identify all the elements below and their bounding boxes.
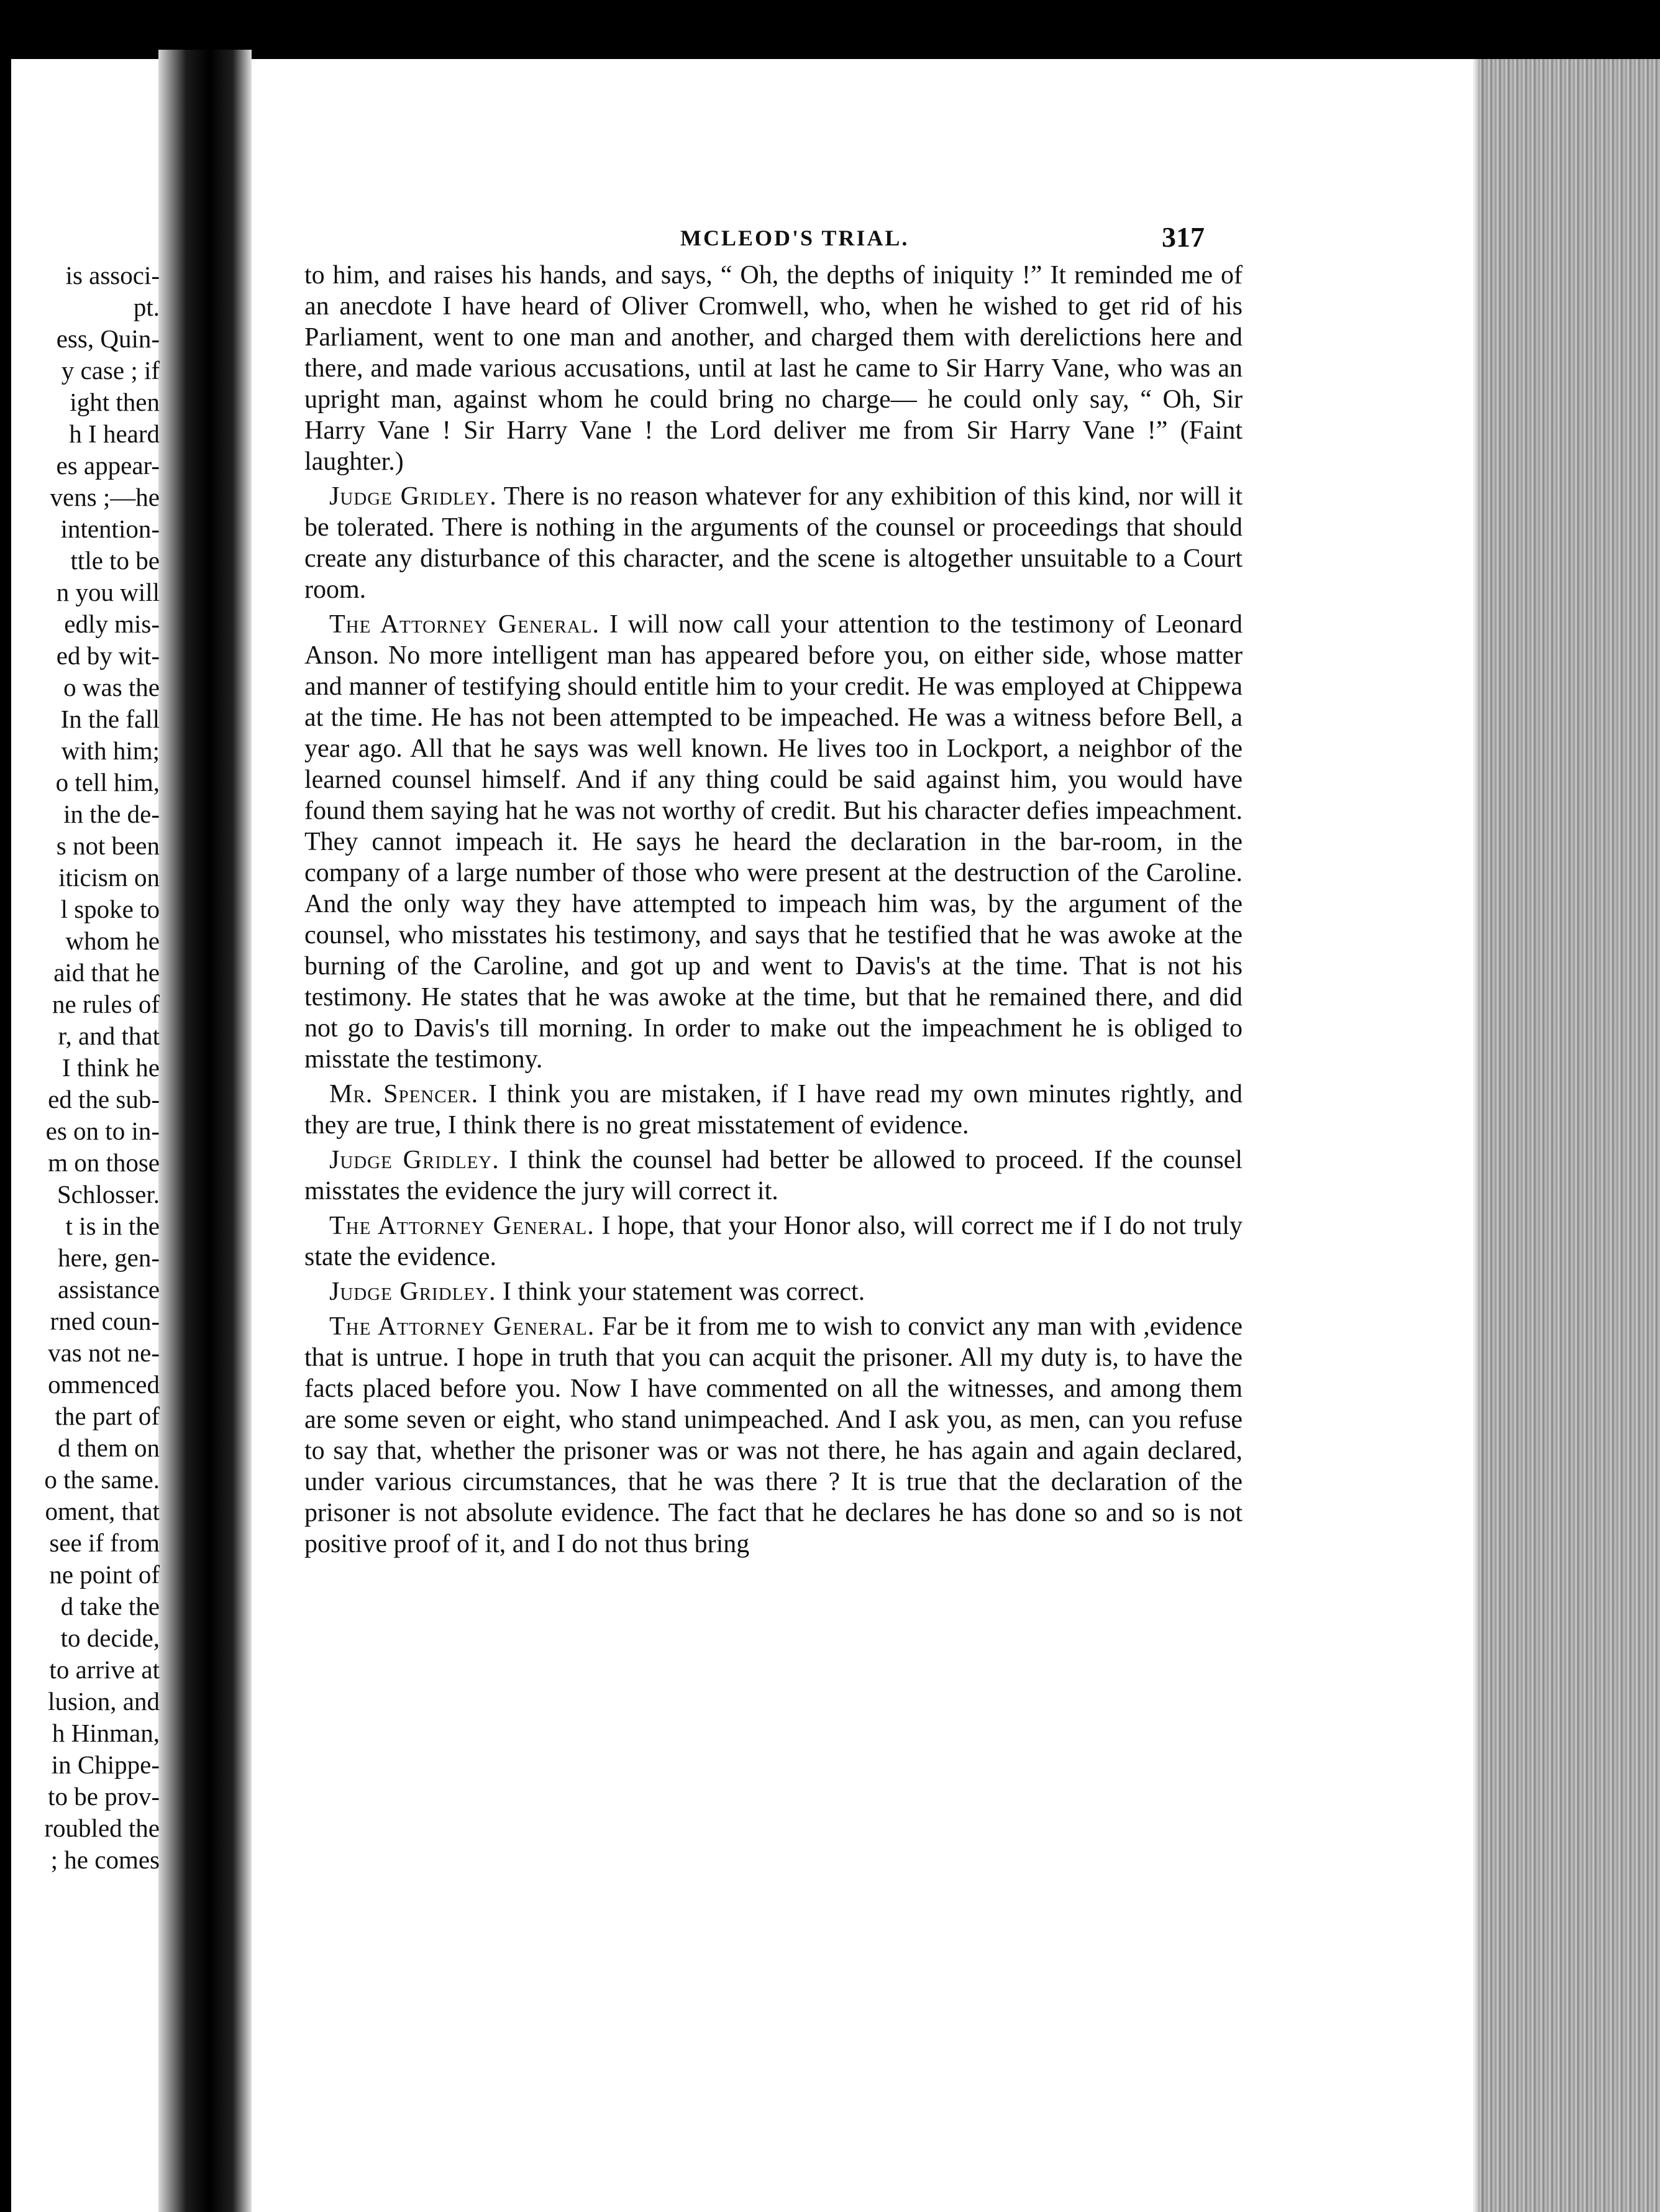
paragraph xyxy=(304,1079,1243,1141)
left-page-line: ed by wit- xyxy=(56,641,160,670)
paragraph xyxy=(304,609,1243,1075)
left-page-line: o was the xyxy=(63,673,160,702)
left-page-line: s not been xyxy=(56,831,160,860)
left-page-line: intention- xyxy=(60,514,160,543)
left-page-line: aid that he xyxy=(53,958,160,987)
speaker-name: Mr. Spencer. xyxy=(329,1080,479,1108)
left-page-line: lusion, and xyxy=(48,1687,160,1716)
left-page-line: ommenced xyxy=(48,1370,160,1399)
paragraph-text: I think you are mistaken, if I have read my own minutes rightly, and they are true, I think there is no great misstatement of evidence. xyxy=(304,1080,1243,1140)
left-page-line: to decide, xyxy=(60,1624,160,1652)
left-page-line: ess, Quin- xyxy=(56,324,160,353)
left-page-line: in the de- xyxy=(63,800,160,828)
speaker-name: Judge Gridley. xyxy=(329,482,497,511)
left-page-line: es appear- xyxy=(56,451,160,480)
speaker-name: The Attorney General. xyxy=(329,610,600,639)
paragraph xyxy=(304,481,1243,605)
paragraph xyxy=(304,1145,1243,1207)
left-page-line: In the fall xyxy=(60,705,160,733)
speaker-name: The Attorney General. xyxy=(329,1312,595,1341)
paragraph-text: There is no reason whatever for any exhibition of this kind, nor will it be tolerated. There is nothing in the arguments of the counsel or proceedings that should create any disturbance of this character, and the scene is altogether unsuitable to a Court room. xyxy=(304,482,1243,604)
left-page-line: I think he xyxy=(62,1053,160,1082)
speaker-name: Judge Gridley. xyxy=(329,1146,499,1174)
left-page-line: edly mis- xyxy=(64,610,160,638)
left-page-line: y case ; if xyxy=(61,356,160,385)
left-page-line: oment, that xyxy=(45,1497,160,1525)
paragraph xyxy=(304,1210,1243,1273)
left-page-line: d take the xyxy=(60,1592,160,1620)
left-page-line: whom he xyxy=(65,926,160,955)
left-page-line: d them on xyxy=(58,1433,160,1462)
left-page-line: to be prov- xyxy=(48,1782,160,1811)
paragraph xyxy=(304,260,1243,477)
left-page-line: roubled the xyxy=(44,1814,160,1842)
page-body xyxy=(304,260,1243,1560)
left-page-fragment xyxy=(14,260,160,1876)
left-page-line: o tell him, xyxy=(55,768,160,797)
left-page-line: ne rules of xyxy=(52,990,160,1018)
left-page-line: vas not ne- xyxy=(48,1338,160,1367)
left-page-line: see if from xyxy=(49,1529,160,1557)
left-page-line: here, gen- xyxy=(58,1243,160,1272)
left-page-line: o the same. xyxy=(44,1465,160,1494)
left-page-line: h I heard xyxy=(69,419,160,448)
left-page-line: vens ;—he xyxy=(50,483,160,511)
page-number: 317 xyxy=(1162,221,1205,253)
paragraph xyxy=(304,1311,1243,1560)
left-page-line: ed the sub- xyxy=(48,1085,160,1113)
left-page-line: ight then xyxy=(70,388,160,416)
left-page-line: ttle to be xyxy=(70,546,160,575)
running-title: MCLEOD'S TRIAL. xyxy=(680,226,910,250)
paragraph-text: to him, and raises his hands, and says, “ Oh, the depths of iniquity !” It reminded me of an anecdote I have heard of Oliver Cromwell, who, when he wished to get rid of his Parliament, went to one man and another, and charged them with derelictions here and there, and made various accusations, until at last he came to Sir Harry Vane, who was an upright man, against whom he could bring no charge— he could only say, “ Oh, Sir Harry Vane ! Sir Harry Vane ! the Lord deliver me from Sir Harry Vane !” (Faint laughter.) xyxy=(304,261,1243,476)
left-page-line: iticism on xyxy=(58,863,160,892)
paragraph-text: I think your statement was correct. xyxy=(496,1277,865,1306)
left-page-line: Schlosser. xyxy=(57,1180,160,1209)
speaker-name: Judge Gridley. xyxy=(329,1277,496,1306)
left-page-line: rned coun- xyxy=(50,1307,160,1335)
left-page-line: to arrive at xyxy=(49,1655,160,1684)
left-page-line: pt. xyxy=(133,293,160,321)
left-page-line: r, and that xyxy=(58,1021,160,1050)
paragraph-text: I hope, that your Honor also, will correct me if I do not truly state the evidence. xyxy=(304,1212,1243,1271)
paragraph-text: I think the counsel had better be allowed to proceed. If the counsel misstates the evidence the jury will correct it. xyxy=(304,1146,1243,1205)
paragraph-text: I will now call your attention to the testimony of Leonard Anson. No more intelligent man has appeared before you, on either side, whose matter and manner of testifying should entitle him to your credit. He was employed at Chippewa at the time. He has not been attempted to be impeached. He was a witness before Bell, a year ago. All that he says was well known. He lives too in Lockport, a neighbor of the learned counsel himself. And if any thing could be said against him, you would have found them saying hat he was not worthy of credit. But his character defies impeachment. They cannot impeach it. He says he heard the declaration in the bar-room, in the company of a large number of those who were present at the destruction of the Caroline. And the only way they have attempted to impeach him was, by the argument of the counsel, who misstates his testimony, and says that he testified that he was awoke at the burning of the Caroline, and got up and went to Davis's at the time. That is not his testimony. He states that he was awoke at the time, but that he remained there, and did not go to Davis's till morning. In order to make out the impeachment he is obliged to misstate the testimony. xyxy=(304,610,1243,1074)
left-page-line: t is in the xyxy=(65,1212,160,1240)
left-page-line: n you will xyxy=(56,578,160,606)
speaker-name: The Attorney General. xyxy=(329,1212,595,1240)
book-page-edges xyxy=(1479,59,1660,2212)
left-page-line: l spoke to xyxy=(60,895,160,923)
left-page-line: ; he comes xyxy=(50,1845,160,1874)
book-gutter-fold xyxy=(158,50,252,2212)
left-page-line: m on those xyxy=(48,1148,160,1177)
paragraph xyxy=(304,1276,1243,1307)
left-page-line: ne point of xyxy=(49,1560,160,1589)
left-page-line: with him; xyxy=(61,736,160,765)
left-page-line: in Chippe- xyxy=(51,1750,160,1779)
left-page-line: is associ- xyxy=(65,261,160,290)
left-page-line: es on to in- xyxy=(45,1117,160,1145)
scan-left-border xyxy=(0,59,11,2212)
left-page-line: h Hinman, xyxy=(52,1719,160,1747)
left-page-line: assistance xyxy=(58,1275,160,1304)
paragraph-text: Far be it from me to wish to convict any man with ,evidence that is untrue. I hope in truth that you can acquit the prisoner. All my duty is, to have the facts placed before you. Now I have commented on all the witnesses, and among them are some seven or eight, who stand unimpeached. And I ask you, as men, can you refuse to say that, whether the prisoner was or was not there, he has again and again declared, under various circumstances, that he was there ? It is true that the declaration of the prisoner is not absolute evidence. The fact that he declares he has done so and so is not positive proof of it, and I do not thus bring xyxy=(304,1312,1243,1558)
left-page-line: the part of xyxy=(55,1402,160,1430)
